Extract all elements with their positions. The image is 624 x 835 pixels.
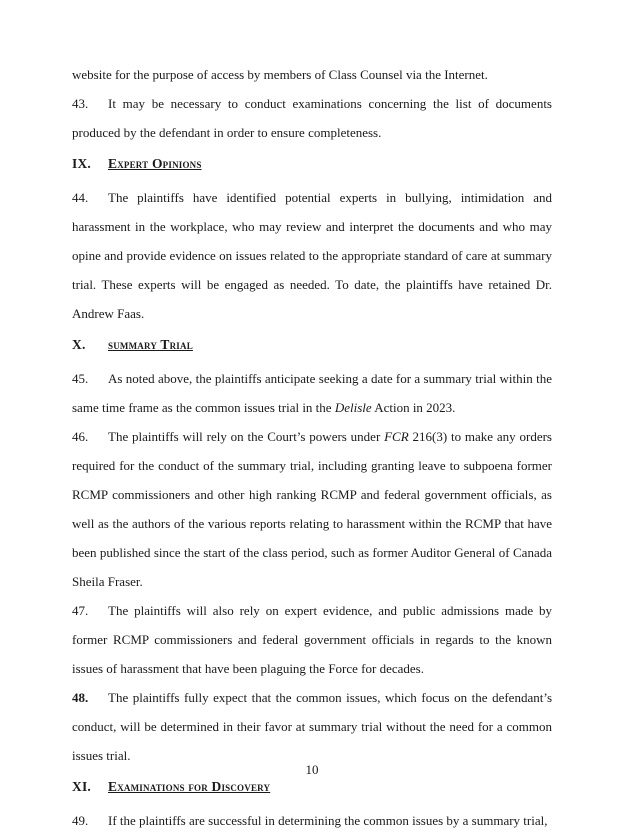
- text-run: Expert Opinions: [108, 156, 202, 171]
- section-number: X.: [72, 337, 86, 352]
- paragraph-text: [72, 429, 552, 589]
- paragraph: [72, 364, 552, 422]
- page-number: 10: [305, 762, 319, 777]
- text-run: 216(3) to make any orders required for the conduct of the summary trial, including granting leave to subpoena former RCMP commissioners and other high ranking RCMP and federal government officials, as well as the authors of the various reports relating to harassment within the RCMP that have been published since the start of the class period, such as former Auditor General of Canada Sheila Fraser.: [72, 429, 552, 589]
- paragraph: [72, 183, 552, 328]
- section-number: IX.: [72, 156, 91, 171]
- text-run: Examinations for Discovery: [108, 779, 271, 794]
- section-heading-text: [108, 337, 193, 352]
- paragraph-number: 43.: [72, 96, 89, 111]
- paragraph-text: [108, 813, 548, 828]
- document-body: [72, 60, 552, 835]
- paragraph-text: [72, 67, 488, 82]
- paragraph: [72, 60, 552, 89]
- paragraph-text: [72, 190, 552, 321]
- paragraph-number: 44.: [72, 190, 89, 205]
- paragraph-number: 49.: [72, 813, 89, 828]
- text-run: The plaintiffs have identified potential experts in bullying, intimidation and harassment in the workplace, who may review and interpret the documents and who may opine and provide evidence on issues related to the appropriate standard of care at summary trial. These experts will be engaged as needed. To date, the plaintiffs have retained Dr. Andrew Faas.: [72, 190, 552, 321]
- paragraph: [72, 806, 552, 835]
- text-run: As noted above, the plaintiffs anticipate seeking a date for a summary trial within the same time frame as the common issues trial in the: [72, 371, 552, 415]
- paragraph-number: 48.: [72, 690, 89, 705]
- section-heading: [72, 330, 552, 359]
- paragraph: [72, 89, 552, 147]
- text-run: website for the purpose of access by members of Class Counsel via the Internet.: [72, 67, 488, 82]
- paragraph-text: [72, 96, 552, 140]
- section-heading-text: [108, 156, 202, 171]
- paragraph: [72, 596, 552, 683]
- italic-text-run: FCR: [384, 429, 409, 444]
- paragraph-number: 45.: [72, 371, 89, 386]
- paragraph-number: 46.: [72, 429, 89, 444]
- paragraph-text: [72, 603, 552, 676]
- italic-text-run: Delisle: [334, 400, 372, 415]
- text-run: If the plaintiffs are successful in determining the common issues by a summary trial,: [108, 813, 548, 828]
- text-run: The plaintiffs will rely on the Court’s powers under: [108, 429, 385, 444]
- text-run: It may be necessary to conduct examinations concerning the list of documents produced by the defendant in order to ensure completeness.: [72, 96, 552, 140]
- text-run: Action in 2023.: [371, 400, 456, 415]
- text-run: summary Trial: [108, 337, 193, 352]
- paragraph-text: [72, 371, 552, 415]
- text-run: The plaintiffs will also rely on expert evidence, and public admissions made by former RCMP commissioners and federal government officials in regards to the known issues of harassment that have been plaguing the Force for decades.: [72, 603, 552, 676]
- paragraph: [72, 683, 552, 770]
- text-run: The plaintiffs fully expect that the common issues, which focus on the defendant’s conduct, will be determined in their favor at summary trial without the need for a common issues trial.: [72, 690, 552, 763]
- section-heading: [72, 149, 552, 178]
- paragraph-text: [72, 690, 552, 763]
- paragraph-number: 47.: [72, 603, 89, 618]
- section-heading-text: [108, 779, 270, 794]
- paragraph: [72, 422, 552, 596]
- section-number: XI.: [72, 779, 91, 794]
